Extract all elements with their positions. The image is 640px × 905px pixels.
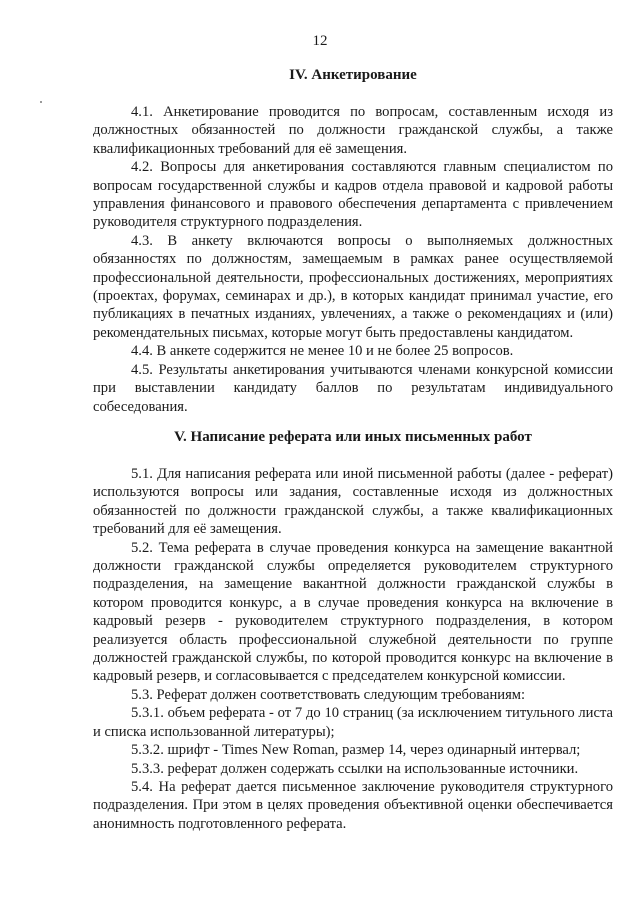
section-5-heading: V. Написание реферата или иных письменных работ xyxy=(174,429,532,445)
section-4-body xyxy=(93,103,613,416)
paragraph-5-4: 5.4. На реферат дается письменное заключение руководителя структурного подразделения. При этом в целях проведения объективной оценки обеспечивается анонимность подготовленного реферата. xyxy=(93,778,613,832)
paragraph-5-3: 5.3. Реферат должен соответствовать следующим требованиям: xyxy=(131,686,526,703)
paragraph-4-3: 4.3. В анкету включаются вопросы о выполняемых должностных обязанностях по должностям, замещаемым в рамках ранее осуществляемой профессиональной деятельности, профессиональных достижениях, мероприятиях (проектах, форумах, семинарах и др.), в которых кандидат принимал участие, его публикациях в печатных изданиях, увлечениях, а также о рекомендациях и (или) рекомендательных письмах, которые могут быть предоставлены кандидатом. xyxy=(93,232,613,341)
paragraph-4-1: 4.1. Анкетирование проводится по вопросам, составленным исходя из должностных обязанностей по должности гражданской службы, а также квалификационных требований для её замещения. xyxy=(93,104,613,157)
section-4-heading: IV. Анкетирование xyxy=(289,67,417,83)
paragraph-5-1: 5.1. Для написания реферата или иной письменной работы (далее - реферат) используются вопросы или задания, составленные исходя из должностных обязанностей по должности гражданской службы, а также квалификационных требований для её замещения. xyxy=(93,466,613,538)
paragraph-5-2: 5.2. Тема реферата в случае проведения конкурса на замещение вакантной должности гражданской службы определяется руководителем структурного подразделения, на замещение вакантной должности гражданской службы в котором проводится конкурс, а в случае проведения конкурса на включение в кадровый резерв - руководителем структурного подразделения, в котором реализуется область профессиональной служебной деятельности по группе должностей гражданской службы, по которой проводится конкурс на включение в кадровый резерв, и согласовывается с председателем конкурсной комиссии. xyxy=(93,539,613,685)
section-5-body xyxy=(93,465,613,833)
paragraph-5-3-2: 5.3.2. шрифт - Times New Roman, размер 14, через одинарный интервал; xyxy=(131,742,581,759)
paragraph-5-3-3: 5.3.3. реферат должен содержать ссылки на использованные источники. xyxy=(131,760,579,777)
page-number: 12 xyxy=(312,33,328,49)
paragraph-4-2: 4.2. Вопросы для анкетирования составляются главным специалистом по вопросам государственной службы и кадров отдела правовой и кадровой работы управления финансового и правового обеспечения департамента с привлечением руководителя структурного подразделения. xyxy=(93,159,613,231)
scan-speck xyxy=(40,101,42,103)
paragraph-4-4: 4.4. В анкете содержится не менее 10 и не более 25 вопросов. xyxy=(131,343,514,360)
paragraph-5-3-1: 5.3.1. объем реферата - от 7 до 10 страниц (за исключением титульного листа и списка использованной литературы); xyxy=(93,705,613,740)
paragraph-4-5: 4.5. Результаты анкетирования учитываются членами конкурсной комиссии при выставлении кандидату баллов по результатам индивидуального собеседования. xyxy=(93,361,613,415)
